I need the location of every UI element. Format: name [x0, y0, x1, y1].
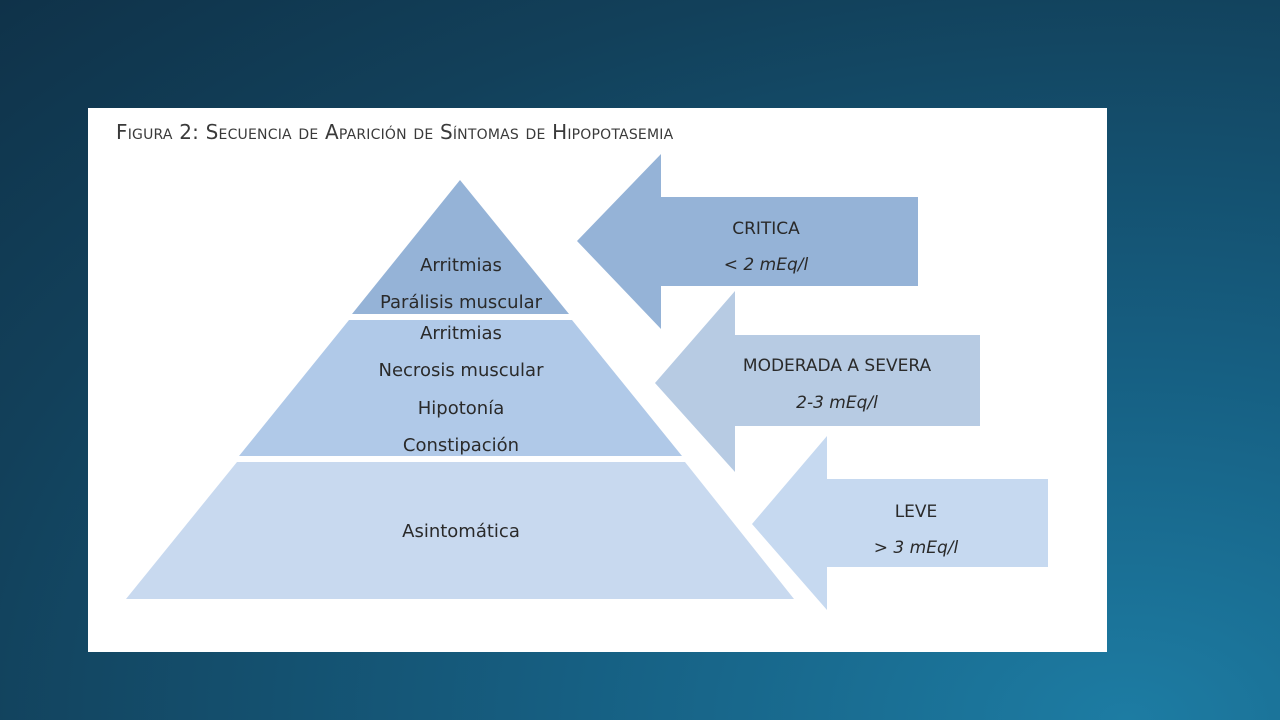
middle-tier-label-4: Constipación: [402, 435, 520, 456]
arrow-moderada-title: MODERADA A SEVERA: [742, 356, 932, 376]
arrow-leve-title: LEVE: [894, 502, 938, 522]
bottom-tier-label: Asintomática: [402, 521, 520, 542]
arrow-critica-title: CRITICA: [732, 219, 800, 239]
figure-title: Figura 2: Secuencia de Aparición de Síntomas de Hipopotasemia: [116, 120, 674, 144]
middle-tier-label-2: Necrosis muscular: [378, 360, 544, 381]
arrow-leve-range: > 3 mEq/l: [873, 538, 959, 558]
arrow-critica-range: < 2 mEq/l: [723, 255, 809, 275]
arrow-leve: [752, 436, 1048, 610]
arrow-critica: [577, 154, 918, 329]
pyramid-diagram: [88, 108, 1107, 652]
figure-panel: [88, 108, 1107, 652]
top-tier-label-2: Parálisis muscular: [379, 292, 543, 313]
middle-tier-label-3: Hipotonía: [417, 398, 505, 419]
arrow-moderada: [655, 291, 980, 472]
middle-tier-label-1: Arritmias: [420, 323, 502, 344]
arrow-moderada-range: 2-3 mEq/l: [796, 393, 878, 413]
top-tier-label-1: Arritmias: [420, 255, 502, 276]
